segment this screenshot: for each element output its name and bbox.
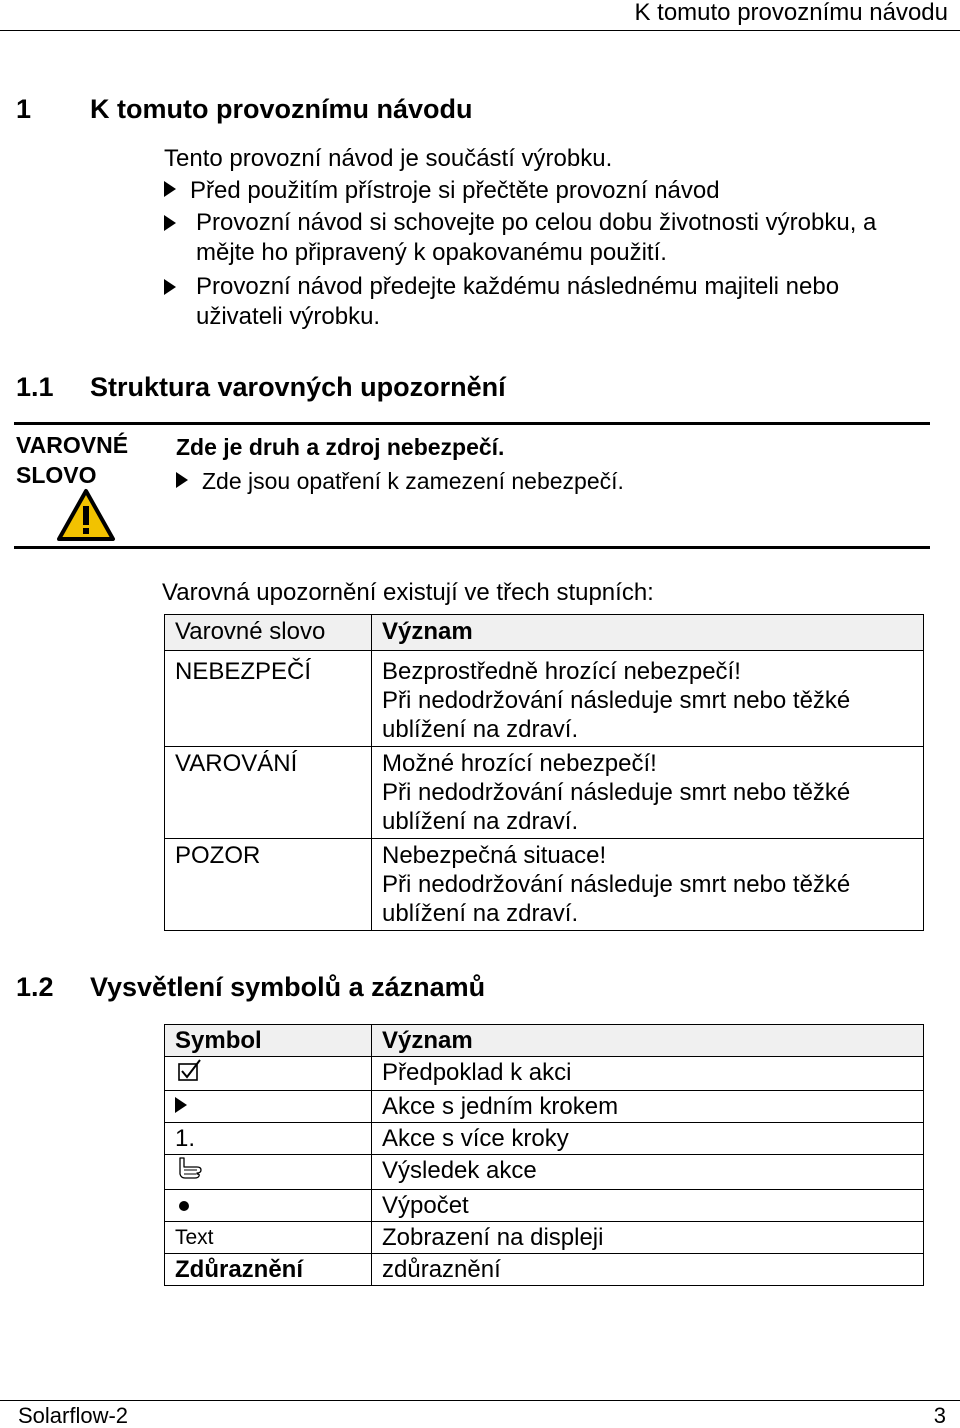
bullet-item (164, 176, 720, 206)
footer-rule (0, 1400, 960, 1401)
header-cell: Varovné slovo (165, 615, 372, 651)
dot-icon (179, 1201, 189, 1211)
warning-top-rule (14, 422, 930, 425)
section-1-1-heading (16, 370, 506, 404)
bullet-item (164, 208, 914, 268)
meaning-cell: Výsledek akce (372, 1154, 924, 1189)
header-rule (0, 30, 960, 31)
table-row (165, 1154, 924, 1189)
table-row (165, 839, 924, 931)
section-title: K tomuto provoznímu návodu (90, 94, 473, 124)
triangle-bullet-icon (164, 279, 176, 295)
hazard-text: Zde je druh a zdroj nebezpečí. (176, 434, 505, 460)
measure-text: Zde jsou opatření k zamezení nebezpečí. (202, 468, 624, 494)
page-number: 3 (933, 1403, 946, 1428)
symbol-cell (165, 1090, 372, 1122)
meaning-cell: Výpočet (372, 1189, 924, 1221)
meaning-cell: Akce s jedním krokem (372, 1090, 924, 1122)
table-row (165, 1253, 924, 1285)
meaning-line: Při nedodržování následuje smrt nebo těžké ublížení na zdraví. (382, 687, 851, 743)
table-row (165, 747, 924, 839)
signal-word-cell: VAROVÁNÍ (165, 747, 372, 839)
footer-product: Solarflow-2 (18, 1403, 129, 1428)
triangle-bullet-icon (176, 472, 188, 488)
table-row (165, 1057, 924, 1091)
meaning-cell: Předpoklad k akci (372, 1057, 924, 1091)
signal-word-cell: NEBEZPEČÍ (165, 651, 372, 747)
section-number: 1.2 (16, 972, 54, 1002)
triangle-bullet-icon (164, 215, 176, 231)
symbols-table (164, 1024, 924, 1286)
meaning-line: Nebezpečná situace! (382, 842, 607, 869)
signal-word-line: VAROVNÉ (16, 432, 129, 458)
section-number: 1.1 (16, 372, 54, 402)
warning-bottom-rule (14, 546, 930, 549)
signal-word (16, 430, 128, 490)
meaning-line: Možné hrozící nebezpečí! (382, 750, 657, 777)
meaning-cell (372, 651, 924, 747)
table-header-row (165, 615, 924, 651)
table-row (165, 651, 924, 747)
meaning-cell: Zobrazení na displeji (372, 1221, 924, 1253)
table-row (165, 1221, 924, 1253)
bullet-text: Provozní návod předejte každému následnému majiteli nebo uživateli výrobku. (196, 273, 840, 330)
meaning-line: Při nedodržování následuje smrt nebo těžké ublížení na zdraví. (382, 871, 851, 927)
intro-text: Tento provozní návod je součástí výrobku. (164, 145, 613, 172)
levels-intro: Varovná upozornění existují ve třech stupních: (162, 579, 654, 606)
section-1-2-heading (16, 970, 485, 1004)
pointing-hand-icon (175, 1155, 205, 1189)
table-header-row (165, 1025, 924, 1057)
meaning-cell (372, 839, 924, 931)
meaning-cell: zdůraznění (372, 1253, 924, 1285)
signal-word-cell: POZOR (165, 839, 372, 931)
meaning-cell (372, 747, 924, 839)
section-title: Vysvětlení symbolů a záznamů (90, 972, 486, 1002)
table-row (165, 1189, 924, 1221)
symbol-cell (165, 1057, 372, 1091)
symbol-cell: Zdůraznění (165, 1253, 372, 1285)
running-header: K tomuto provoznímu návodu (634, 0, 948, 26)
bullet-text: Provozní návod si schovejte po celou dobu životnosti výrobku, a mějte ho připravený k opakovanému použití. (196, 209, 877, 266)
table-row (165, 1122, 924, 1154)
triangle-bullet-icon (164, 181, 176, 197)
warning-levels-table (164, 614, 924, 931)
warning-triangle-icon (56, 488, 116, 547)
meaning-line: Při nedodržování následuje smrt nebo těžké ublížení na zdraví. (382, 779, 851, 835)
symbol-cell (165, 1189, 372, 1221)
section-number: 1 (16, 94, 32, 124)
section-1-heading (16, 92, 472, 126)
section-title: Struktura varovných upozornění (90, 372, 506, 402)
symbol-cell: Text (165, 1221, 372, 1253)
header-cell: Symbol (165, 1025, 372, 1057)
bullet-text: Před použitím přístroje si přečtěte provozní návod (190, 177, 720, 204)
symbol-cell (165, 1154, 372, 1189)
meaning-line: Bezprostředně hrozící nebezpečí! (382, 658, 741, 685)
header-cell: Význam (372, 1025, 924, 1057)
bullet-item (164, 272, 884, 332)
header-cell: Význam (372, 615, 924, 651)
signal-word-line: SLOVO (16, 462, 97, 488)
triangle-bullet-icon (175, 1097, 187, 1113)
checkbox-icon (175, 1058, 203, 1090)
symbol-cell: 1. (165, 1122, 372, 1154)
bullet-item (176, 466, 624, 496)
meaning-cell: Akce s více kroky (372, 1122, 924, 1154)
table-row (165, 1090, 924, 1122)
